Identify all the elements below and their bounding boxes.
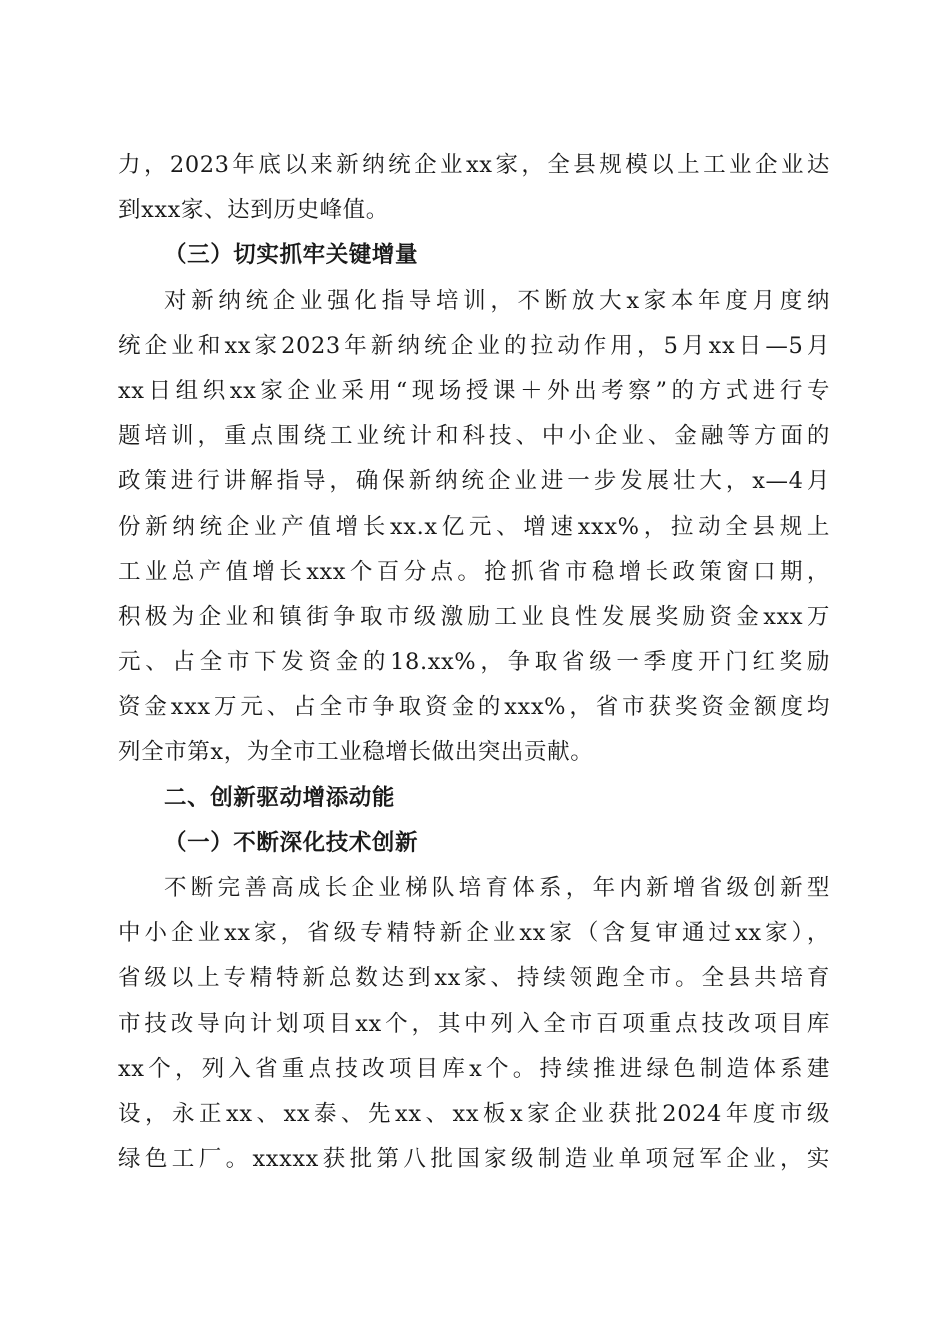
para2-line-9: 元、占全市下发资金的18.xx%，争取省级一季度开门红奖励 xyxy=(118,649,830,676)
para2-line-1: 对新纳统企业强化指导培训，不断放大x家本年度月度纳 xyxy=(164,287,830,314)
para2-line-3: xx日组织xx家企业采用“现场授课＋外出考察”的方式进行专 xyxy=(118,377,830,404)
para2-line-5: 政策进行讲解指导，确保新纳统企业进一步发展壮大，x—4月 xyxy=(118,468,830,495)
para2-line-4: 题培训，重点围绕工业统计和科技、中小企业、金融等方面的 xyxy=(118,423,830,450)
para2-line-6: 份新纳统企业产值增长xx.x亿元、增速xxx%，拉动全县规上 xyxy=(118,513,830,540)
para2-line-8: 积极为企业和镇街争取市级激励工业良性发展奖励资金xxx万 xyxy=(118,603,830,630)
para3-line-5: xx个，列入省重点技改项目库x个。持续推进绿色制造体系建 xyxy=(118,1055,830,1082)
section-heading-2: 二、创新驱动增添动能 xyxy=(164,784,396,811)
para3-line-7: 绿色工厂。xxxxx获批第八批国家级制造业单项冠军企业，实 xyxy=(118,1146,830,1173)
subsection-heading-3: （三）切实抓牢关键增量 xyxy=(164,242,419,269)
para3-line-1: 不断完善高成长企业梯队培育体系，年内新增省级创新型 xyxy=(164,875,830,901)
para3-line-3: 省级以上专精特新总数达到xx家、持续领跑全市。全县共培育 xyxy=(118,965,830,992)
para3-line-2: 中小企业xx家，省级专精特新企业xx家（含复审通过xx家）， xyxy=(118,920,830,947)
para1-line-2: 到xxx家、达到历史峰值。 xyxy=(118,197,389,224)
para2-line-10: 资金xxx万元、占全市争取资金的xxx%，省市获奖资金额度均 xyxy=(118,694,830,721)
para1-line-1: 力，2023年底以来新纳统企业xx家，全县规模以上工业企业达 xyxy=(118,152,830,178)
para2-line-2: 统企业和xx家2023年新纳统企业的拉动作用，5月xx日—5月 xyxy=(118,332,830,359)
para2-line-11: 列全市第x，为全市工业稳增长做出突出贡献。 xyxy=(118,739,594,766)
para2-line-7: 工业总产值增长xxx个百分点。抢抓省市稳增长政策窗口期， xyxy=(118,558,830,585)
para3-line-6: 设，永正xx、xx泰、先xx、xx板x家企业获批2024年度市级 xyxy=(118,1100,830,1127)
document-page xyxy=(118,143,830,1182)
para3-line-4: 市技改导向计划项目xx个，其中列入全市百项重点技改项目库 xyxy=(118,1010,830,1037)
subsection-heading-1: （一）不断深化技术创新 xyxy=(164,829,419,856)
